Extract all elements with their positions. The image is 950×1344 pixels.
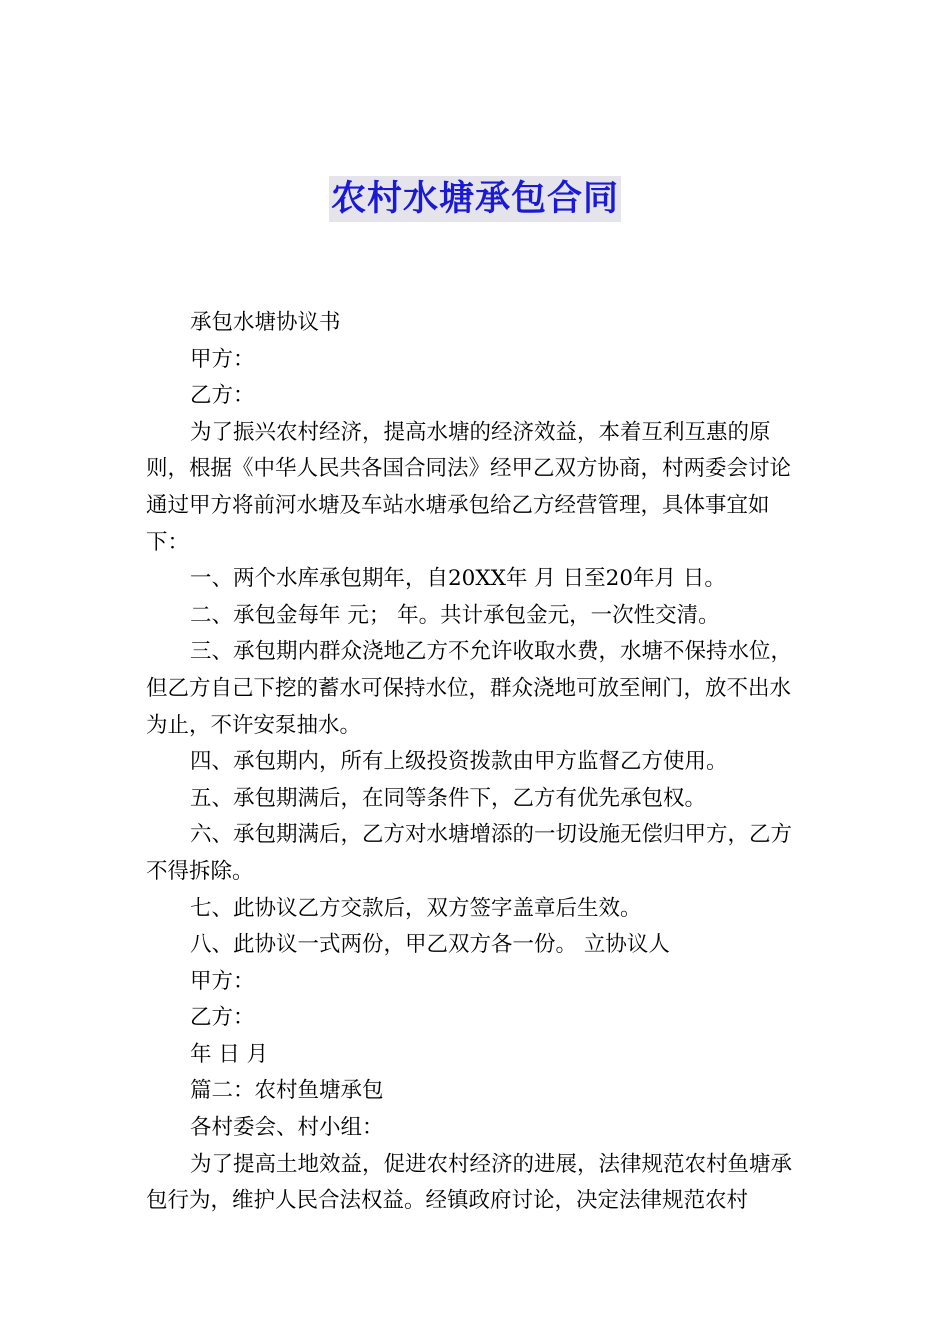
clause-7: 七、此协议乙方交款后，双方签字盖章后生效。: [190, 895, 642, 921]
clause-6: 六、承包期满后，乙方对水塘增添的一切设施无偿归甲方，乙方不得拆除。: [146, 822, 793, 884]
party-b-line: 乙方：: [190, 383, 255, 409]
section-two-heading: 篇二：农村鱼塘承包: [190, 1078, 384, 1104]
signature-date: 年 日 月: [190, 1041, 269, 1067]
title-wrap: [0, 176, 950, 222]
clause-8: 八、此协议一式两份，甲乙双方各一份。 立协议人: [190, 932, 670, 958]
signature-party-b: 乙方：: [190, 1005, 255, 1031]
document-body: [146, 305, 810, 1220]
clause-5: 五、承包期满后，在同等条件下，乙方有优先承包权。: [190, 785, 707, 811]
clause-1: 一、两个水库承包期年，自20XX年 月 日至20年月 日。: [190, 566, 726, 592]
addressee-line: 各村委会、村小组：: [190, 1115, 384, 1141]
section-two-paragraph: 为了提高土地效益，促进农村经济的进展，法律规范农村鱼塘承包行为，维护人民合法权益。经镇政府讨论，决定法律规范农村: [146, 1151, 793, 1214]
clause-2: 二、承包金每年 元； 年。共计承包金元，一次性交清。: [190, 602, 720, 628]
party-a-line: 甲方：: [190, 346, 255, 372]
preamble-paragraph: 为了振兴农村经济，提高水塘的经济效益，本着互利互惠的原则，根据《中华人民共各国合同法》经甲乙双方协商，村两委会讨论通过甲方将前河水塘及车站水塘承包给乙方经营管理，具体事宜如下：: [146, 419, 792, 555]
heading-agreement: 承包水塘协议书: [190, 310, 341, 335]
document-title: 农村水塘承包合同: [329, 176, 621, 222]
signature-party-a: 甲方：: [190, 968, 255, 994]
clause-3: 三、承包期内群众浇地乙方不允许收取水费，水塘不保持水位，但乙方自己下挖的蓄水可保持水位，群众浇地可放至闸门，放不出水为止，不许安泵抽水。: [146, 639, 793, 738]
clause-4: 四、承包期内，所有上级投资拨款由甲方监督乙方使用。: [190, 749, 728, 775]
